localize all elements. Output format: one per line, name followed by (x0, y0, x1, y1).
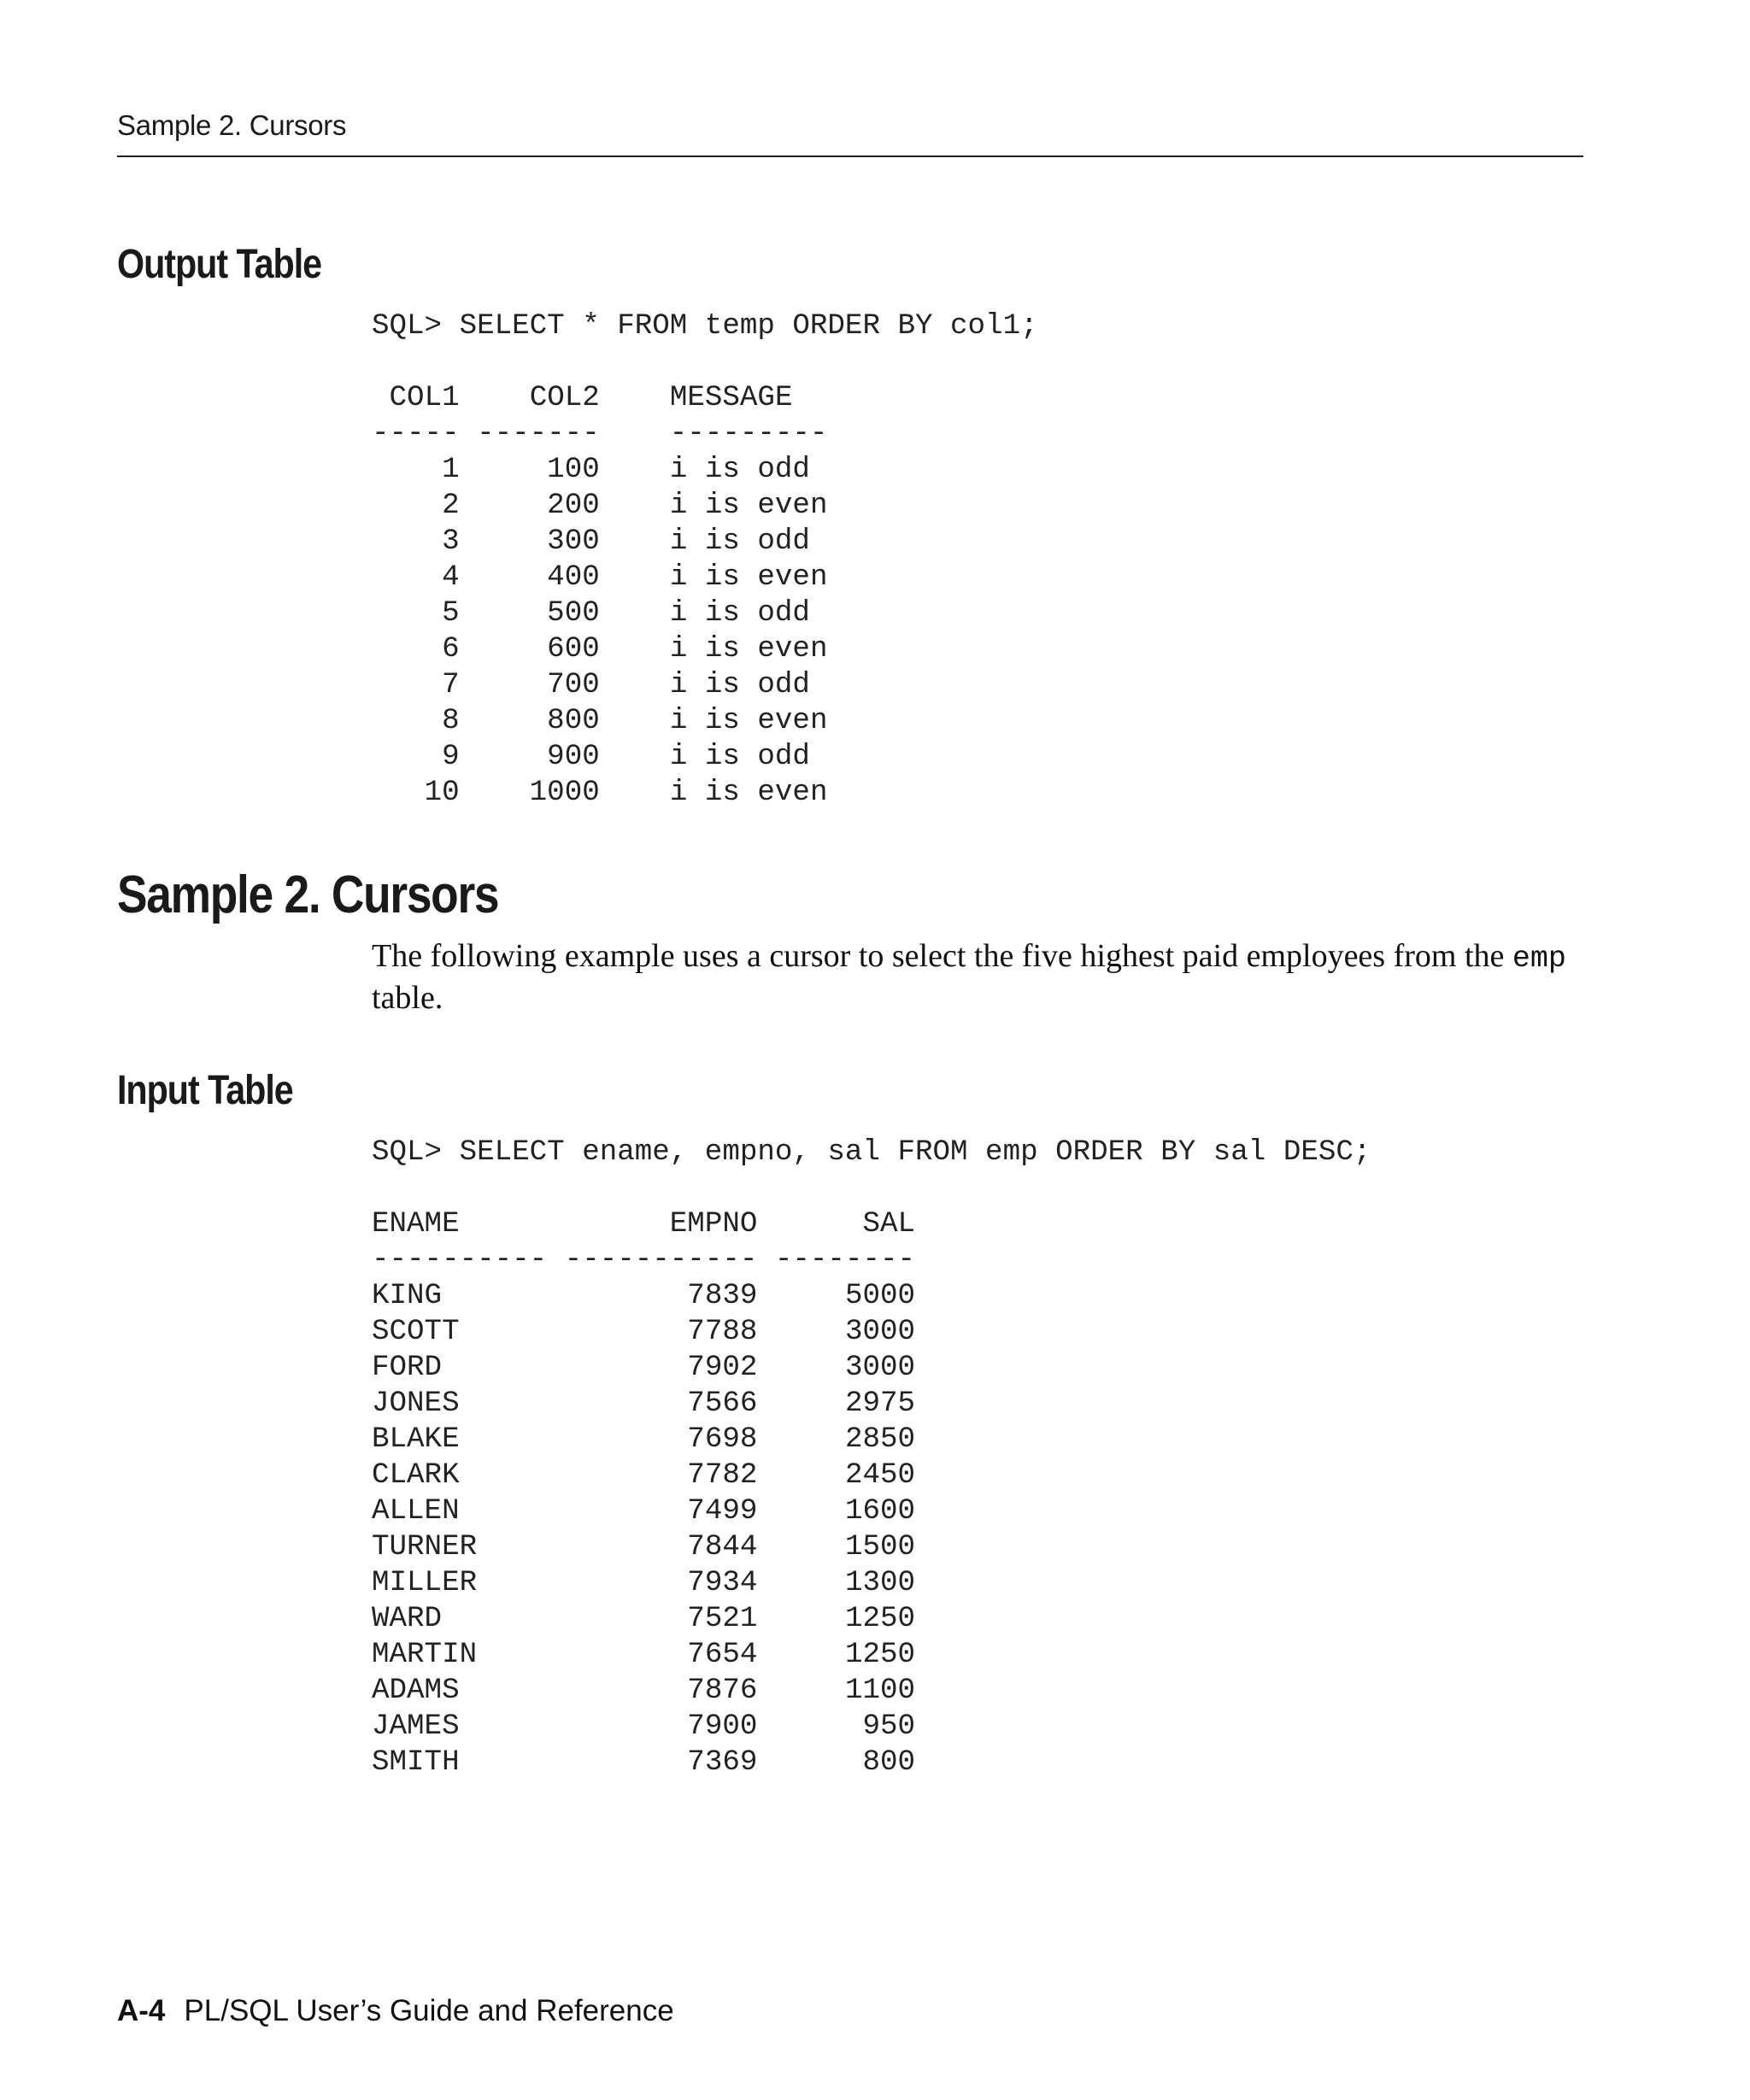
table-cell: 800 (459, 705, 600, 737)
table-cell: i is even (669, 633, 828, 666)
table-row (372, 1637, 915, 1673)
table-row (372, 1529, 915, 1565)
table-cell: WARD (372, 1603, 565, 1635)
table-cell: 1500 (757, 1531, 916, 1563)
table-row (372, 667, 827, 703)
column-header: SAL (757, 1208, 916, 1241)
table-row (372, 524, 827, 560)
table-cell: 7499 (564, 1495, 758, 1528)
separator-row: ----- ------- --------- (372, 418, 828, 450)
table-cell: TURNER (372, 1531, 565, 1563)
table-cell: 1300 (757, 1567, 916, 1599)
emp-code-word: emp (1512, 941, 1566, 976)
table-cell: CLARK (372, 1459, 565, 1492)
table-cell: 8 (372, 705, 460, 737)
table-cell: 1100 (757, 1675, 916, 1707)
sample-2-description (372, 936, 1585, 1018)
table-row (372, 452, 827, 488)
table-cell: i is even (669, 777, 828, 809)
table-cell: 1250 (757, 1639, 916, 1671)
table-row (372, 1278, 915, 1314)
table-cell: JAMES (372, 1710, 565, 1743)
table-cell: 1 (372, 454, 460, 486)
table-cell: 7839 (564, 1280, 758, 1312)
table-cell: i is even (669, 490, 828, 522)
table-cell: i is even (669, 561, 828, 594)
table-cell: 300 (459, 525, 600, 558)
output-table-heading: Output Table (117, 242, 322, 287)
table-row (372, 1709, 915, 1745)
input-table-listing (372, 1206, 915, 1780)
table-cell: 1250 (757, 1603, 916, 1635)
input-table-heading: Input Table (117, 1068, 293, 1113)
description-text-end: table. (372, 980, 443, 1016)
column-header: COL1 (389, 382, 460, 414)
table-cell: 10 (372, 777, 460, 809)
table-row (372, 631, 827, 667)
output-table-listing (372, 380, 827, 811)
book-title: PL/SQL User’s Guide and Reference (184, 1994, 674, 2027)
table-cell: 5000 (757, 1280, 916, 1312)
table-row (372, 1422, 915, 1458)
table-cell: ALLEN (372, 1495, 565, 1528)
table-row (372, 1458, 915, 1493)
table-cell: i is even (669, 705, 828, 737)
running-head: Sample 2. Cursors (117, 109, 347, 141)
table-row (372, 488, 827, 524)
description-text: The following example uses a cursor to select the five highest paid employees from the (372, 938, 1512, 974)
header-rule (117, 155, 1583, 157)
table-cell: 900 (459, 741, 600, 773)
output-table-query: SQL> SELECT * FROM temp ORDER BY col1; (372, 310, 1038, 343)
table-row (372, 739, 827, 775)
table-cell: i is odd (669, 525, 810, 558)
input-table-query: SQL> SELECT ename, empno, sal FROM emp ORDER BY sal DESC; (372, 1136, 1371, 1169)
table-row (372, 1745, 915, 1780)
table-row (372, 703, 827, 739)
table-row (372, 1673, 915, 1709)
column-header: EMPNO (669, 1208, 758, 1241)
table-cell: FORD (372, 1352, 565, 1384)
table-row (372, 1601, 915, 1637)
table-cell: 3000 (757, 1352, 916, 1384)
table-cell: 500 (459, 597, 600, 630)
table-row (372, 1350, 915, 1386)
table-row (372, 560, 827, 595)
table-row (372, 1314, 915, 1350)
table-cell: 7698 (564, 1423, 758, 1456)
table-cell: i is odd (669, 454, 810, 486)
table-cell: KING (372, 1280, 565, 1312)
table-cell: 800 (757, 1746, 916, 1779)
table-cell: 3 (372, 525, 460, 558)
table-cell: SCOTT (372, 1316, 565, 1348)
table-cell: 7902 (564, 1352, 758, 1384)
table-cell: i is odd (669, 741, 810, 773)
page-number: A-4 (117, 1994, 166, 2027)
table-cell: 7788 (564, 1316, 758, 1348)
table-cell: 7876 (564, 1675, 758, 1707)
table-cell: 700 (459, 669, 600, 701)
table-cell: 7900 (564, 1710, 758, 1743)
table-cell: 950 (757, 1710, 916, 1743)
table-cell: 2450 (757, 1459, 916, 1492)
table-cell: 2 (372, 490, 460, 522)
table-cell: 3000 (757, 1316, 916, 1348)
table-cell: 7 (372, 669, 460, 701)
table-cell: i is odd (669, 669, 810, 701)
column-header: MESSAGE (669, 382, 793, 414)
table-cell: i is odd (669, 597, 810, 630)
sample-2-heading: Sample 2. Cursors (117, 865, 499, 924)
column-header: COL2 (529, 382, 600, 414)
input-header-row (372, 1206, 915, 1242)
table-cell: MILLER (372, 1567, 565, 1599)
table-cell: ADAMS (372, 1675, 565, 1707)
table-cell: 100 (459, 454, 600, 486)
table-cell: 7782 (564, 1459, 758, 1492)
separator-row: ---------- ----------- -------- (372, 1244, 915, 1276)
table-cell: SMITH (372, 1746, 565, 1779)
table-cell: 2975 (757, 1387, 916, 1420)
table-cell: 7934 (564, 1567, 758, 1599)
table-cell: 400 (459, 561, 600, 594)
table-cell: 9 (372, 741, 460, 773)
table-row (372, 1493, 915, 1529)
table-cell: 6 (372, 633, 460, 666)
table-cell: JONES (372, 1387, 565, 1420)
table-cell: 2850 (757, 1423, 916, 1456)
table-cell: 7369 (564, 1746, 758, 1779)
table-cell: 1000 (459, 777, 600, 809)
table-row (372, 775, 827, 811)
table-cell: 4 (372, 561, 460, 594)
table-row (372, 595, 827, 631)
table-cell: 7844 (564, 1531, 758, 1563)
page-footer (117, 1994, 674, 2028)
column-header: ENAME (372, 1208, 670, 1241)
table-row (372, 1565, 915, 1601)
output-header-row (372, 380, 827, 416)
table-cell: 7566 (564, 1387, 758, 1420)
table-cell: 7654 (564, 1639, 758, 1671)
table-row (372, 1386, 915, 1422)
table-cell: 7521 (564, 1603, 758, 1635)
table-cell: 5 (372, 597, 460, 630)
table-cell: MARTIN (372, 1639, 565, 1671)
table-cell: 600 (459, 633, 600, 666)
table-cell: BLAKE (372, 1423, 565, 1456)
table-cell: 1600 (757, 1495, 916, 1528)
table-cell: 200 (459, 490, 600, 522)
